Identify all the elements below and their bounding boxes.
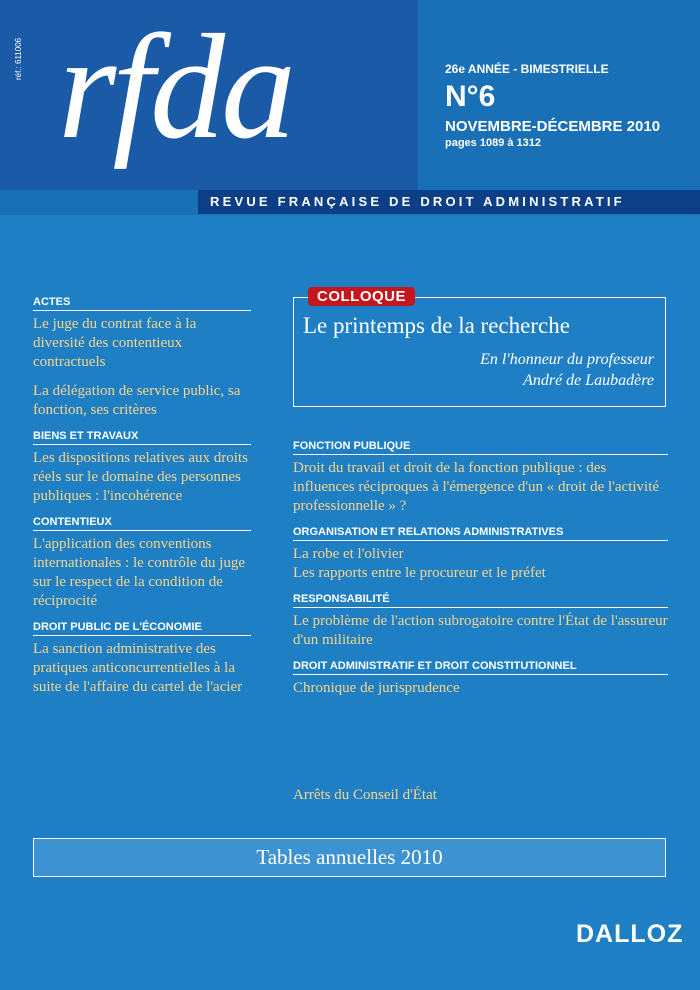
left-column — [33, 296, 251, 707]
article-title: Les dispositions relatives aux droits réels sur le domaine des personnes publiques : l'incohérence — [33, 450, 248, 504]
section — [33, 516, 251, 611]
section-heading: RESPONSABILITÉ — [293, 593, 668, 608]
right-column — [293, 440, 668, 708]
section — [293, 593, 668, 650]
article-title: Chronique de jurisprudence — [293, 680, 460, 696]
article-title: La délégation de service public, sa fonction, ses critères — [33, 383, 241, 418]
colloque-title: Le printemps de la recherche — [303, 313, 570, 338]
article-title: La sanction administrative des pratiques anticoncurrentielles à la suite de l'affaire du cartel de l'acier — [33, 641, 243, 695]
publisher-logo: DALLOZ — [576, 920, 684, 948]
colloque-subtitle-line: En l'honneur du professeur — [480, 351, 654, 368]
arrets-conseil-etat: Arrêts du Conseil d'État — [293, 787, 437, 803]
year-line: 26e ANNÉE - BIMESTRIELLE — [445, 62, 609, 76]
section — [33, 430, 251, 506]
issue-number: N°6 — [445, 80, 496, 113]
colloque-subtitle-line: André de Laubadère — [523, 372, 654, 389]
article-title: Les rapports entre le procureur et le préfet — [293, 565, 546, 581]
journal-subtitle: REVUE FRANÇAISE DE DROIT ADMINISTRATIF — [198, 190, 700, 214]
colloque-subtitle — [480, 349, 654, 391]
article-title: L'application des conventions internationales : le contrôle du juge sur le respect de la condition de réciprocité — [33, 536, 246, 609]
section-heading: ORGANISATION ET RELATIONS ADMINISTRATIVES — [293, 526, 668, 541]
section-heading: CONTENTIEUX — [33, 516, 251, 531]
section — [293, 526, 668, 583]
section-heading: FONCTION PUBLIQUE — [293, 440, 668, 455]
article-title: Le juge du contrat face à la diversité des contentieux contractuels — [33, 316, 197, 370]
tables-annuelles-banner: Tables annuelles 2010 — [33, 838, 666, 877]
section-heading: BIENS ET TRAVAUX — [33, 430, 251, 445]
issue-pages: pages 1089 à 1312 — [445, 137, 542, 149]
section — [33, 296, 251, 420]
section — [293, 660, 668, 698]
reference-number: réf.: 611006 — [14, 37, 23, 80]
article-title: La robe et l'olivier — [293, 546, 404, 562]
section-heading: DROIT ADMINISTRATIF ET DROIT CONSTITUTIONNEL — [293, 660, 668, 675]
issue-info — [445, 62, 660, 149]
article-title: Le problème de l'action subrogatoire contre l'État de l'assureur d'un militaire — [293, 613, 668, 648]
section-heading: DROIT PUBLIC DE L'ÉCONOMIE — [33, 621, 251, 636]
article-title: Droit du travail et droit de la fonction publique : des influences réciproques à l'émergence d'un « droit de l'activité professionnelle » ? — [293, 460, 660, 514]
section — [293, 440, 668, 516]
section — [33, 621, 251, 697]
issue-date: NOVEMBRE-DÉCEMBRE 2010 — [445, 118, 661, 135]
colloque-tag: COLLOQUE — [308, 287, 415, 306]
journal-logo: rfda — [58, 4, 293, 170]
section-heading: ACTES — [33, 296, 251, 311]
